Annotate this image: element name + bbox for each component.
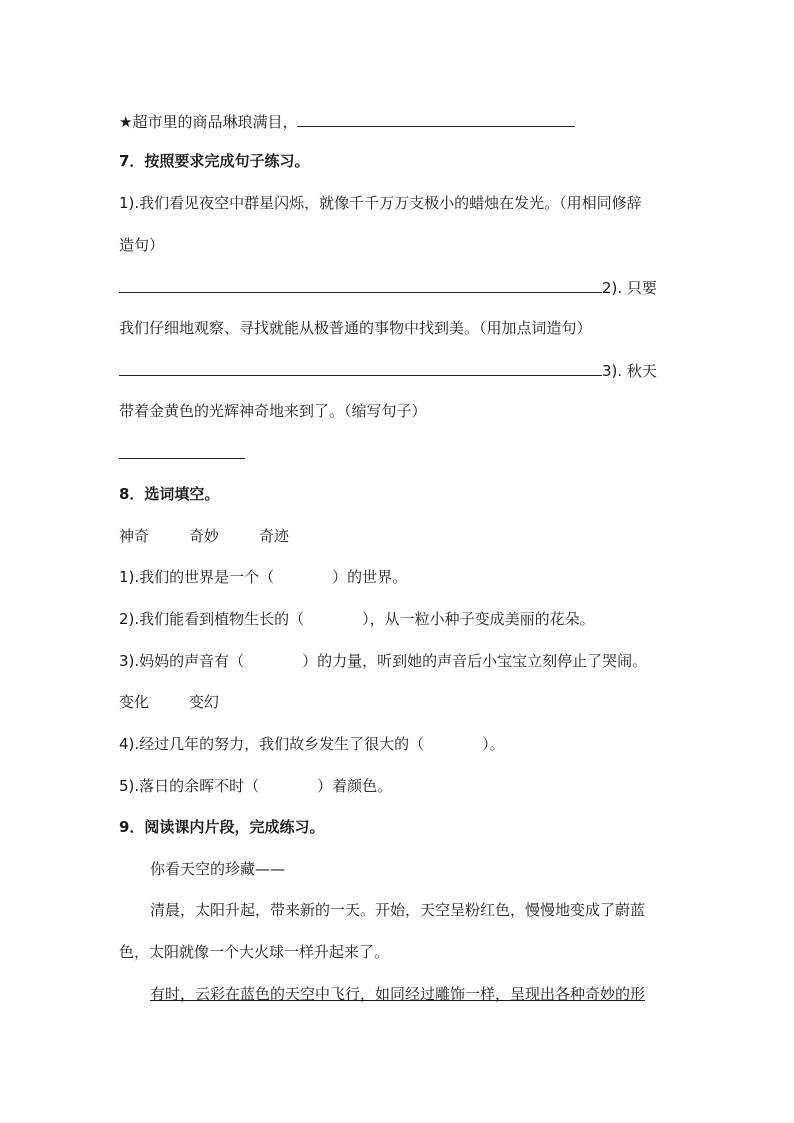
- passage-line-1: 你看天空的珍藏——: [150, 860, 286, 878]
- word-option: 奇迹: [259, 527, 290, 545]
- sentence-supermarket: ★超市里的商品琳琅满目，: [119, 110, 575, 132]
- word-bank-1: [119, 526, 289, 546]
- word-bank-2: [119, 692, 219, 712]
- q7-item-1: 1).我们看见夜空中群星闪烁，就像千千万万支极小的蜡烛在发光。（用相同修辞: [119, 194, 642, 212]
- q8-item-3: 3).妈妈的声音有（ ）的力量，听到她的声音后小宝宝立刻停止了哭闹。: [119, 652, 648, 670]
- q8-item-5: 5).落日的余晖不时（ ）着颜色。: [119, 777, 393, 795]
- q7-item-1-cont: 造句）: [119, 236, 165, 254]
- question-8-title: 8．选词填空。: [119, 485, 220, 503]
- answer-blank[interactable]: [119, 359, 602, 376]
- answer-blank[interactable]: [297, 110, 575, 127]
- question-7-title: 7．按照要求完成句子练习。: [119, 152, 310, 170]
- answer-blank[interactable]: [119, 276, 602, 293]
- q7-item-2: 我们仔细地观察、寻找就能从极普通的事物中找到美。（用加点词造句）: [119, 319, 592, 337]
- passage-line-2: 清晨，太阳升起，带来新的一天。开始，天空呈粉红色，慢慢地变成了蔚蓝: [150, 901, 646, 919]
- q7-item-3: 带着金黄色的光辉神奇地来到了。（缩写句子）: [119, 402, 427, 420]
- answer-blank[interactable]: [119, 442, 245, 459]
- q7-item-2-line: 2). 只要: [119, 276, 657, 298]
- word-option: 变幻: [189, 693, 220, 711]
- q8-item-2: 2).我们能看到植物生长的（ ），从一粒小种子变成美丽的花朵。: [119, 610, 595, 628]
- q8-item-1: 1).我们的世界是一个（ ）的世界。: [119, 568, 408, 586]
- q7-item-3-line: 3). 秋天: [119, 359, 657, 381]
- q7-item-3-answer: [119, 442, 245, 464]
- q8-item-4: 4).经过几年的努力，我们故乡发生了很大的（ ）。: [119, 735, 505, 753]
- word-option: 变化: [119, 693, 150, 711]
- passage-line-3: 色，太阳就像一个大火球一样升起来了。: [119, 943, 390, 961]
- word-option: 奇妙: [189, 527, 220, 545]
- word-option: 神奇: [119, 527, 150, 545]
- question-9-title: 9．阅读课内片段，完成练习。: [119, 818, 325, 836]
- passage-underlined-sentence: 有时，云彩在蓝色的天空中飞行，如同经过雕饰一样，呈现出各种奇妙的形: [150, 985, 646, 1003]
